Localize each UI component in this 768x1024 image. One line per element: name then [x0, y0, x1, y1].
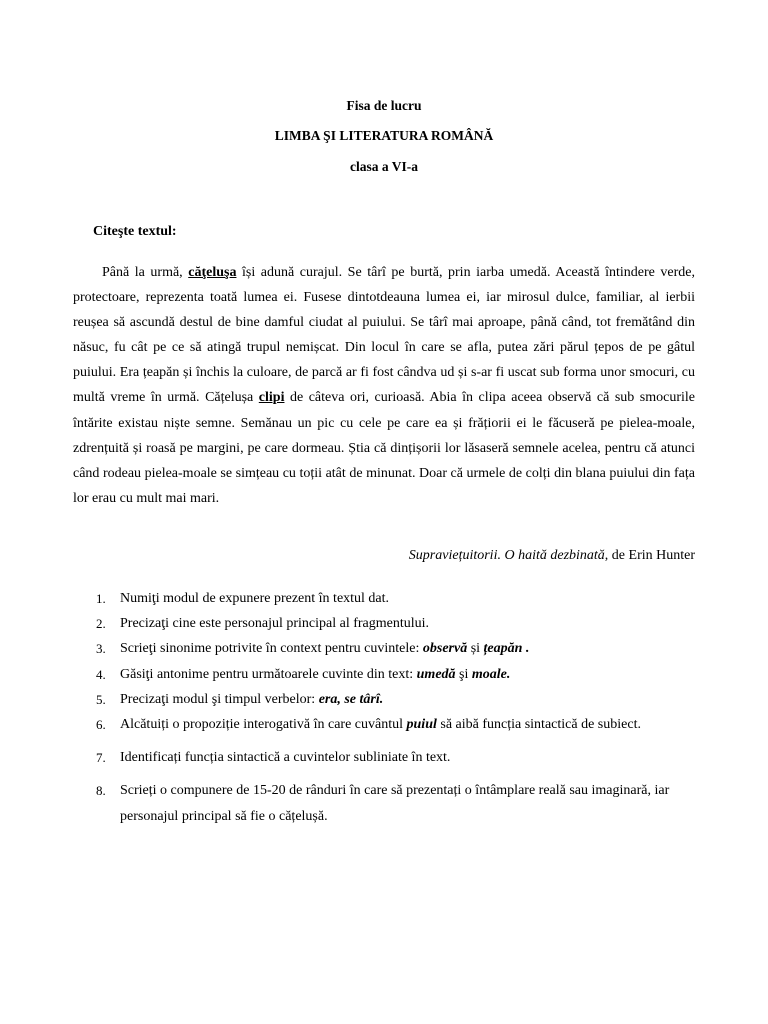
passage-text-2: își adună curajul. Se târî pe burtă, prin iarba umedă. Această întindere verde, protectoare, reprezenta toată lumea ei. Fusese dintotdeauna lumea ei, iar mirosul dulce, familiar, al ierbii reușea să ascundă destul de bine damful ciudat al puiului. Se târî mai aproape, până când, tot fremătând din năsuc, fu cât pe ce să atingă trupul nemișcat. Din locul în care se afla, putea zări părul țepos de pe gâtul puiului. Era țeapăn și închis la culoare, de parcă ar fi fost cândva ud și s-ar fi uscat sub forma unor smocuri, cu multă vreme în urmă. Cățelușa [73, 265, 695, 406]
question-number: 5. [96, 691, 106, 707]
passage-text-1: Până la urmă, [102, 265, 189, 280]
question-number: 1. [96, 591, 106, 606]
question-item [73, 687, 695, 712]
reading-passage [73, 260, 695, 511]
question-item [73, 662, 695, 687]
question-text: Alcătuiți o propoziție interogativă în care cuvântul [120, 717, 407, 733]
question-number: 6. [96, 717, 106, 733]
passage-text-3: de câteva ori, curioasă. Abia în clipa aceea observă că sub smocurile întărite existau niște semne. Semănau un pic cu cele pe care ea și frățiorii ei le făcuseră pe pielea-moale, zdrențuită și roasă pe margini, pe care dormeau. Știa că dințișorii lor lăsaseră semnele acelea, pentru că atunci când rodeau pielea-moale se simțeau cu toții atât de minunat. Doar că urmele de colți din blana puiului din fața lor erau cu mult mai mari. [73, 390, 695, 506]
question-text: Precizaţi cine este personajul principal al fragmentului. [120, 616, 430, 632]
question-text: Găsiţi antonime pentru următoarele cuvinte din text: [120, 666, 417, 682]
worksheet-title: Fisa de lucru [346, 98, 422, 113]
underlined-word-clipi: clipi [258, 390, 285, 406]
grade-label: clasa a VI-a [349, 159, 418, 174]
emphasized-word: era, se târî. [318, 691, 384, 707]
emphasized-word: țeapăn . [483, 641, 530, 657]
question-text: și [467, 641, 484, 657]
reading-instruction: Citeşte textul: [93, 224, 177, 239]
question-number: 7. [96, 750, 106, 766]
emphasized-word: puiul [406, 717, 437, 733]
source-author: , de Erin Hunter [604, 548, 695, 563]
question-text: Precizaţi modul şi timpul verbelor: [120, 691, 319, 707]
emphasized-word: observă [422, 641, 468, 657]
questions-list [73, 586, 695, 829]
question-text: şi [455, 666, 472, 682]
question-number: 4. [96, 666, 106, 682]
question-item [73, 636, 695, 661]
subject-title: LIMBA ŞI LITERATURA ROMÂNĂ [274, 128, 494, 143]
question-text: să aibă funcția sintactică de subiect. [436, 717, 641, 733]
source-citation [73, 548, 695, 564]
question-item [73, 745, 695, 770]
question-item [73, 712, 695, 737]
question-text: Numiţi modul de expunere prezent în textul dat. [120, 591, 390, 606]
question-item [73, 611, 695, 636]
question-text: Identificați funcția sintactică a cuvintelor subliniate în text. [120, 750, 451, 766]
question-item [73, 586, 695, 611]
question-text: Scrieți o compunere de 15-20 de rânduri în care să prezentați o întâmplare reală sau imaginară, iar personajul principal să fie o cățelușă. [120, 783, 670, 824]
source-work-title: Supraviețuitorii. O haită dezbinată [408, 548, 605, 563]
underlined-word-catelusa: căţeluşa [188, 265, 237, 280]
emphasized-word: umedă [416, 666, 456, 682]
question-text: Scrieţi sinonime potrivite în context pentru cuvintele: [120, 641, 423, 657]
emphasized-word: moale. [471, 666, 511, 682]
question-number: 3. [96, 641, 106, 657]
question-item [73, 778, 695, 828]
question-number: 8. [96, 783, 106, 799]
question-number: 2. [96, 616, 106, 632]
